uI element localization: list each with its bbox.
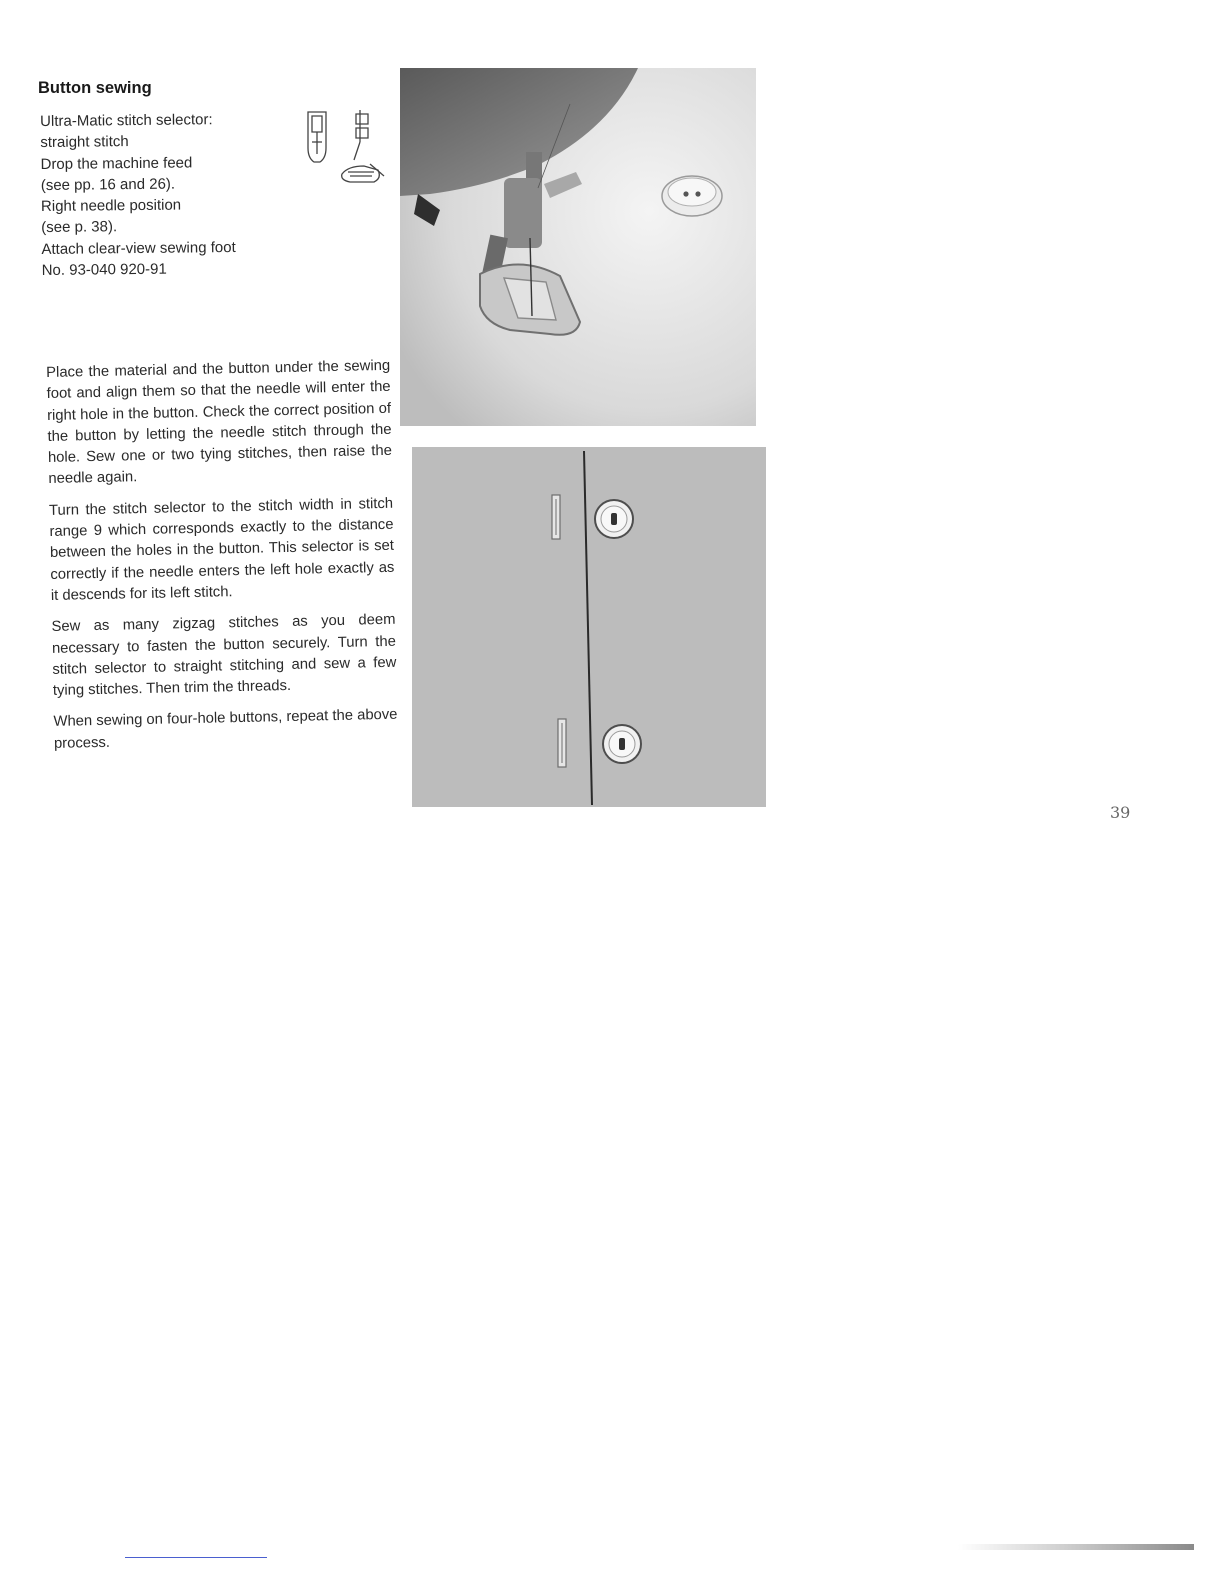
paragraph: When sewing on four-hole buttons, repeat the above process.	[53, 707, 398, 752]
paragraph: Sew as many zigzag stitches as you deem necessary to fasten the button securely. Turn the stitch selector to straight stitching and sew a few tying stitches. Then trim the threads.	[51, 612, 397, 700]
buttons-on-fabric-photo	[412, 447, 766, 807]
bottom-right-scan-edge	[958, 1544, 1194, 1550]
stitch-and-foot-icon	[298, 108, 390, 188]
settings-line: No. 93-040 920-91	[41, 260, 167, 280]
settings-line: (see p. 38).	[41, 218, 118, 237]
settings-line: Attach clear-view sewing foot	[41, 238, 236, 258]
settings-line: Right needle position	[40, 196, 182, 216]
settings-line: Ultra-Matic stitch selector:	[40, 111, 213, 130]
settings-line: straight stitch	[40, 133, 129, 152]
bottom-left-rule	[125, 1557, 267, 1558]
paragraph: Turn the stitch selector to the stitch width in stitch range 9 which corresponds exactly to the distance between the holes in the button. This selector is set correctly if the needle enters the left hole exactly as it descends for its left stitch.	[48, 495, 395, 604]
section-heading: Button sewing	[38, 79, 152, 97]
instructions	[46, 356, 398, 765]
settings-line: (see pp. 16 and 26).	[40, 175, 176, 194]
settings-line: Drop the machine feed	[40, 154, 193, 173]
machine-settings	[40, 108, 292, 281]
paragraph: Place the material and the button under the sewing foot and align them so that the needle will enter the right hole in the button. Check the correct position of the button by letting the needle stitch through the hole. Sew one or two tying stitches, then raise the needle again.	[46, 357, 393, 488]
sewing-foot-photo	[400, 68, 756, 426]
page-number: 39	[1110, 803, 1131, 822]
